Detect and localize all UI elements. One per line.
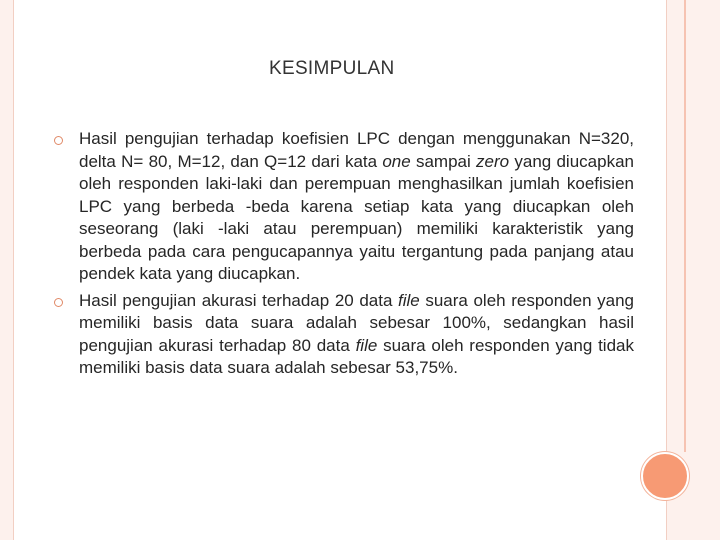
text-segment-italic: file xyxy=(398,290,420,310)
bullet-list xyxy=(50,128,634,384)
text-segment: Hasil pengujian terhadap koefisien LPC dengan menggunakan N=320, delta N= 80, M=12, dan Q=12 dari kata xyxy=(79,129,634,171)
decorative-circle-icon xyxy=(641,452,689,500)
text-segment: Hasil pengujian akurasi terhadap 20 data xyxy=(79,290,399,310)
text-segment-italic: one xyxy=(382,151,411,171)
text-segment: yang diucapkan oleh responden laki-laki dan perempuan menghasilkan jumlah koefisien LPC yang berbeda -beda karena setiap kata yang diucapkan oleh seseorang (laki -laki atau perempuan) memiliki karakteristik yang berbeda pada cara pengucapannya yaitu tergantung pada panjang atau pendek kata yang diucapkan. xyxy=(79,151,634,283)
circle-bullet-icon xyxy=(54,298,63,307)
content-card xyxy=(13,0,667,540)
circle-bullet-icon xyxy=(54,136,63,145)
bullet-item xyxy=(50,128,634,286)
page-title: KESIMPULAN xyxy=(269,58,395,79)
text-segment-italic: file xyxy=(355,335,378,355)
text-segment: suara oleh responden yang tidak memiliki basis data suara adalah sebesar 53,75%. xyxy=(79,335,634,377)
text-segment-italic: zero xyxy=(476,151,510,171)
bullet-item xyxy=(50,290,634,380)
bullet-text xyxy=(79,128,634,286)
bullet-text xyxy=(79,290,634,380)
text-segment: sampai xyxy=(410,151,477,171)
decorative-vertical-line xyxy=(684,0,686,452)
text-segment: suara oleh responden yang memiliki basis data suara adalah sebesar 100%, sedangkan hasil pengujian akurasi terhadap 80 data xyxy=(79,290,635,355)
